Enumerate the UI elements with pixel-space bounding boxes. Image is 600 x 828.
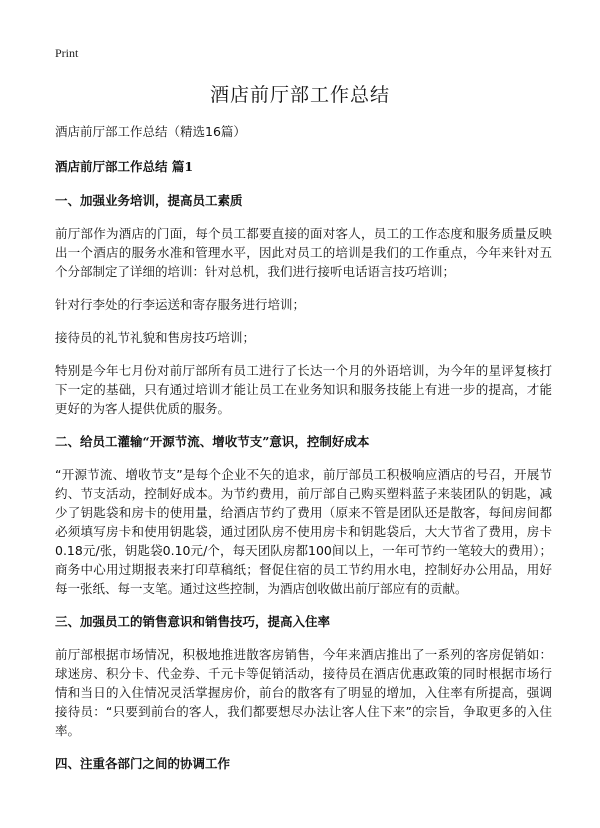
section-2-paragraph-1: “开源节流、增收节支”是每个企业不矢的追求，前厅部员工积极响应酒店的号召，开展节约、节支活动，控制好成本。为节约费用，前厅部自己购买塑料蓝子来装团队的钥匙，减少了钥匙袋和房卡的使用量，给酒店节约了费用（原来不管是团队还是散客，每间房间都必须填写房卡和使用钥匙袋，通过团队房不使用房卡和钥匙袋后，大大节省了费用，房卡0.18元/张，钥匙袋0.10元/个，每天团队房都100间以上，一年可节约一笔较大的费用）；商务中心用过期报表来打印草稿纸；督促住宿的员工节约用水电，控制好办公用品，用好每一张纸、每一支笔。通过这些控制，为酒店创收做出前厅部应有的贡献。 <box>55 467 552 596</box>
section-heading-3: 三、加强员工的销售意识和销售技巧，提高入住率 <box>55 614 331 629</box>
section-1-paragraph-4: 特别是今年七月份对前厅部所有员工进行了长达一个月的外语培训，为今年的星评复核打下一定的基础，只有通过培训才能让员工在业务知识和服务技能上有进一步的提高，才能更好的为客人提供优质的服务。 <box>55 363 552 416</box>
section-heading-1: 一、加强业务培训，提高员工素质 <box>55 193 243 208</box>
section-heading-2: 二、给员工灌输“开源节流、增收节支”意识，控制好成本 <box>55 434 370 449</box>
document-body <box>55 122 552 787</box>
section-1-paragraph-2: 针对行李处的行李运送和寄存服务进行培训； <box>55 297 306 312</box>
chapter-title: 酒店前厅部工作总结 篇1 <box>55 159 194 174</box>
print-label: Print <box>55 46 79 60</box>
section-1-paragraph-1: 前厅部作为酒店的门面，每个员工都要直接的面对客人，员工的工作态度和服务质量反映出一个酒店的服务水准和管理水平，因此对员工的培训是我们的工作重点，今年来针对五个分部制定了详细的培训：针对总机，我们进行接听电话语言技巧培训； <box>55 226 552 279</box>
page-title: 酒店前厅部工作总结 <box>209 84 390 106</box>
section-1-paragraph-3: 接待员的礼节礼貌和售房技巧培训； <box>55 330 256 345</box>
section-3-paragraph-1: 前厅部根据市场情况，积极地推进散客房销售，今年来酒店推出了一系列的客房促销如：球迷房、积分卡、代金券、千元卡等促销活动，接待员在酒店优惠政策的同时根据市场行情和当日的入住情况灵活掌握房价，前台的散客有了明显的增加，入住率有所提高，强调接待员：“只要到前台的客人，我们都要想尽办法让客人住下来”的宗旨，争取更多的入住率。 <box>55 647 552 738</box>
section-heading-4: 四、注重各部门之间的协调工作 <box>55 756 231 771</box>
document-subtitle: 酒店前厅部工作总结（精选16篇） <box>55 124 246 139</box>
